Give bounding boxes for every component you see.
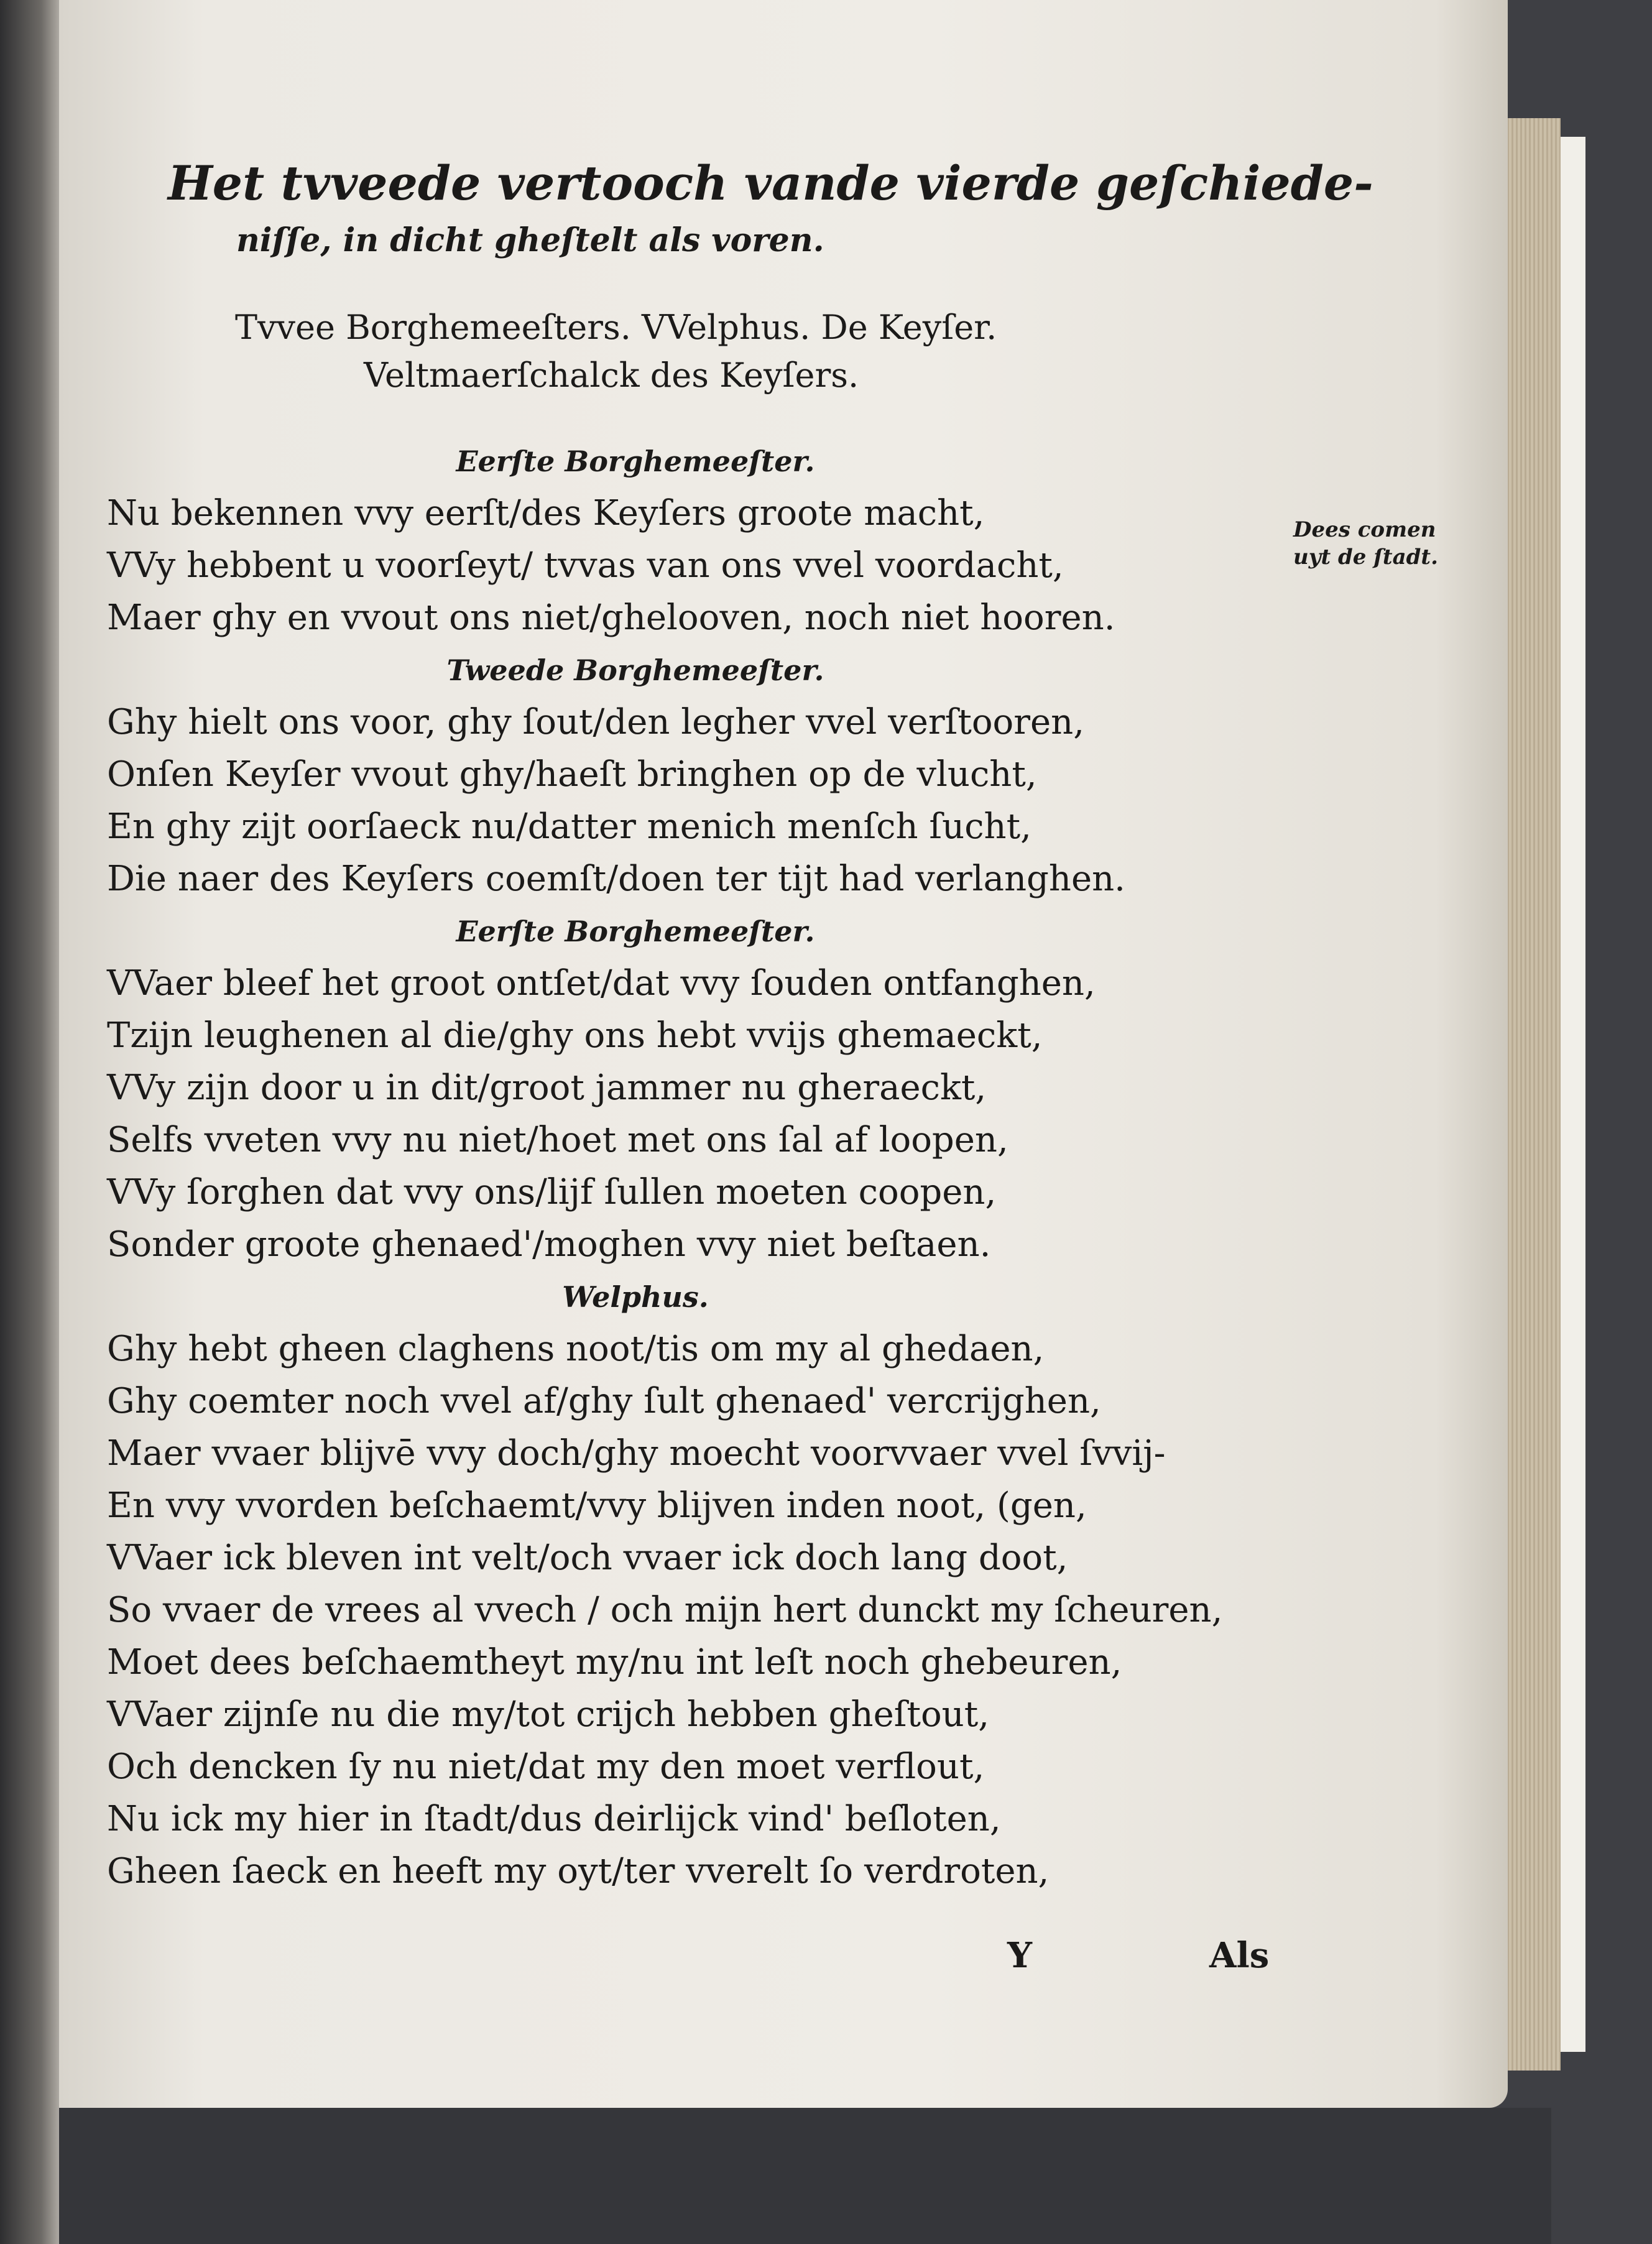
background <box>59 2108 1551 2244</box>
title-line-1: Het tvveede vertooch vande vierde geſchiede- <box>168 155 1373 211</box>
cast-line-1: Tvvee Borghemeeſters. VVelphus. De Keyſer. <box>235 308 997 347</box>
title-line-2: niſſe, in dicht gheſtelt als voren. <box>236 221 824 259</box>
verse-line: VVy ſorghen dat vvy ons/lijf ſullen moeten coopen, <box>107 1172 997 1212</box>
verse-line: Ghy coemter noch vvel af/ghy ſult ghenaed' vercrijghen, <box>107 1381 1101 1421</box>
verse-line: VVy zijn door u in dit/groot jammer nu gheraeckt, <box>107 1068 987 1108</box>
speaker-heading: Eerſte Borghemeeſter. <box>456 445 815 478</box>
verse-line: Die naer des Keyſers coemſt/doen ter tijt had verlanghen. <box>107 859 1125 899</box>
verse-line: VVaer zijnſe nu die my/tot crijch hebben gheſtout, <box>107 1694 990 1735</box>
verse-line: Och dencken ſy nu niet/dat my den moet verflout, <box>107 1747 985 1787</box>
verse-line: Moet dees beſchaemtheyt my/nu int leſt noch ghebeuren, <box>107 1642 1122 1683</box>
margin-note <box>1293 516 1438 571</box>
left-page-edge <box>0 0 68 2244</box>
margin-note-line-2: uyt de ſtadt. <box>1293 545 1438 570</box>
verse-line: VVaer ick bleven int velt/och vvaer ick doch lang doot, <box>107 1538 1068 1578</box>
page-edges <box>1505 118 1561 2071</box>
cast-line-2: Veltmaerſchalck des Keyſers. <box>364 356 859 395</box>
verse-line: En ghy zijt oorſaeck nu/datter menich menſch ſucht, <box>107 806 1031 847</box>
verse-line: Ghy hielt ons voor, ghy ſout/den legher vvel verſtooren, <box>107 702 1085 742</box>
speaker-heading: Eerſte Borghemeeſter. <box>456 915 815 948</box>
verse-line: Gheen ſaeck en heeft my oyt/ter vverelt ſo verdroten, <box>107 1851 1050 1891</box>
verse-line: Tzijn leughenen al die/ghy ons hebt vvijs ghemaeckt, <box>107 1015 1043 1056</box>
verse-line: En vvy vvorden beſchaemt/vvy blijven inden noot, (gen, <box>107 1485 1087 1526</box>
verse-line: Selfs vveten vvy nu niet/hoet met ons ſal af loopen, <box>107 1120 1008 1160</box>
verse-line: Nu ick my hier in ſtadt/dus deirlijck vind' beſloten, <box>107 1799 1001 1839</box>
speaker-heading: Welphus. <box>562 1280 709 1314</box>
verse-line: So vvaer de vrees al vvech / och mijn hert dunckt my ſcheuren, <box>107 1590 1223 1630</box>
verse-line: Nu bekennen vvy eerſt/des Keyſers groote macht, <box>107 493 985 533</box>
speaker-heading: Tweede Borghemeeſter. <box>446 653 824 687</box>
verse-block <box>107 435 1350 1898</box>
verse-line: Ghy hebt gheen claghens noot/tis om my al ghedaen, <box>107 1329 1045 1369</box>
signature-mark: Y <box>1007 1935 1032 1976</box>
verse-line: VVaer bleef het groot ontſet/dat vvy ſouden ontfanghen, <box>107 963 1096 1004</box>
verse-line: Onſen Keyſer vvout ghy/haeſt bringhen op de vlucht, <box>107 754 1037 795</box>
catchword: Als <box>1209 1935 1270 1976</box>
verse-line: Maer ghy en vvout ons niet/ghelooven, noch niet hooren. <box>107 598 1115 638</box>
verse-line: Sonder groote ghenaed'/moghen vvy niet beſtaen. <box>107 1224 991 1265</box>
verse-line: VVy hebbent u voorſeyt/ tvvas van ons vvel voordacht, <box>107 545 1064 586</box>
margin-note-line-1: Dees comen <box>1293 517 1436 542</box>
verse-line: Maer vvaer blijvē vvy doch/ghy moecht voorvvaer vvel ſvvij- <box>107 1433 1166 1474</box>
